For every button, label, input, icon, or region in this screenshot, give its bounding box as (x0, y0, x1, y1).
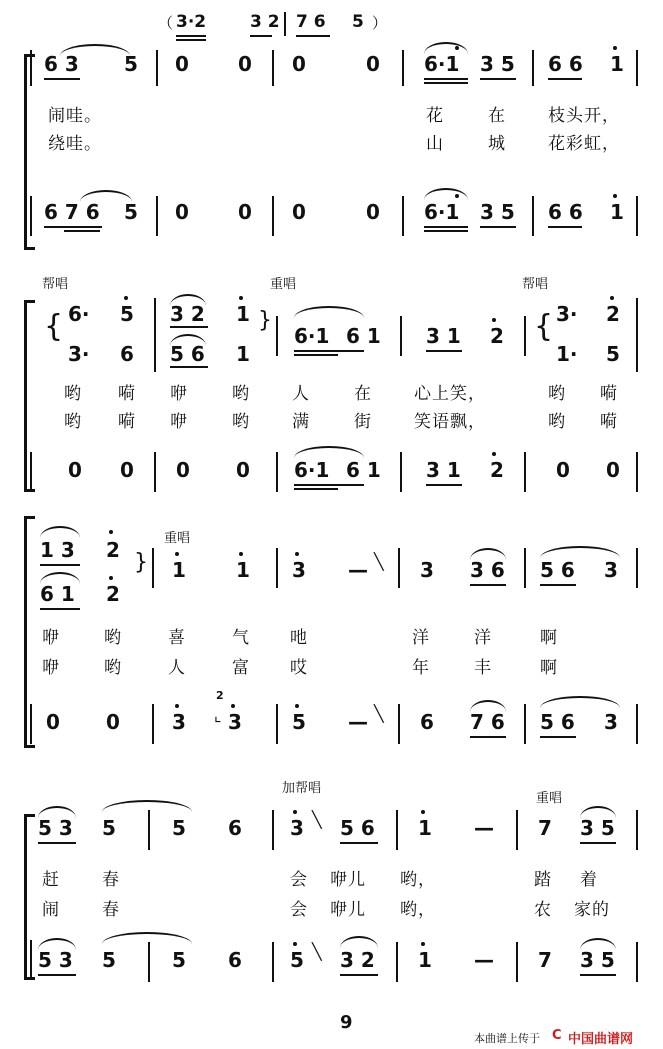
lyric: 咿 (170, 384, 188, 404)
octave-dot (421, 942, 425, 946)
note: 2 (106, 538, 120, 562)
note: 6 (228, 948, 242, 972)
lyric: 啊 (540, 658, 558, 678)
barline (636, 810, 638, 850)
note: 3 2 (340, 948, 375, 972)
note: 3 (228, 710, 242, 734)
barline (524, 548, 526, 588)
lyric: 嗬 (118, 412, 136, 432)
underline (426, 350, 462, 352)
note: 5 (172, 948, 186, 972)
note: 7 (538, 948, 552, 972)
underline (38, 974, 76, 976)
note: 0 (366, 200, 380, 224)
octave-dot (455, 46, 459, 50)
barline (532, 50, 534, 86)
octave-dot (613, 194, 617, 198)
note: 0 (46, 710, 60, 734)
barline (636, 942, 638, 982)
underline (548, 78, 582, 80)
barline (532, 196, 534, 236)
underline (64, 230, 100, 232)
note: 3 6 (470, 558, 505, 582)
slur (60, 44, 130, 56)
barline (276, 452, 278, 492)
lyric: 哟 (104, 628, 122, 648)
barline (524, 316, 526, 356)
underline (176, 35, 206, 37)
note: 3 5 (480, 200, 515, 224)
intro-paren-open: （ (158, 14, 174, 32)
note: 5 (290, 948, 304, 972)
lyric: 哟， (400, 900, 436, 920)
note: 1 (610, 52, 624, 76)
octave-dot (492, 318, 496, 322)
note: 0 (238, 52, 252, 76)
underline (548, 226, 582, 228)
barline (156, 196, 158, 236)
barline (524, 704, 526, 744)
note: 6 1 (40, 582, 75, 606)
note: 0 (175, 52, 189, 76)
barline (272, 942, 274, 982)
barline (30, 196, 32, 236)
underline (296, 35, 330, 37)
slur (38, 806, 76, 818)
lyric: 嗬 (600, 384, 618, 404)
note: 1 (418, 948, 432, 972)
note: 1 (418, 816, 432, 840)
lyric: 哟， (400, 870, 436, 890)
barline (272, 810, 274, 850)
barline (152, 704, 154, 744)
slur (170, 334, 206, 346)
note: 5 (124, 52, 138, 76)
slur (470, 548, 506, 560)
underline (170, 366, 208, 368)
note: — (348, 710, 368, 734)
barline (30, 452, 32, 492)
underline (40, 564, 80, 566)
lyric: 丰 (474, 658, 492, 678)
barline (154, 452, 156, 492)
underline (480, 78, 516, 80)
note: 6·1 (294, 458, 330, 482)
slur (40, 526, 80, 538)
underline (540, 736, 576, 738)
lyric: 哟 (64, 412, 82, 432)
lyric: 闹哇。 (48, 106, 102, 126)
barline (400, 316, 402, 356)
note: 6 (420, 710, 434, 734)
note: 5 3 (38, 948, 73, 972)
tie (102, 800, 192, 812)
barline (636, 452, 638, 492)
note: 1· (556, 342, 578, 366)
note: 3 5 (580, 816, 615, 840)
lyric: 山 (426, 134, 444, 154)
barline (636, 50, 638, 86)
glissando: ╲ (312, 810, 322, 829)
note: 7 6 (470, 710, 505, 734)
note: 0 (176, 458, 190, 482)
barline (148, 942, 150, 982)
lyric: 在 (488, 106, 506, 126)
note: 5 (292, 710, 306, 734)
slur (170, 294, 206, 306)
slur (294, 446, 364, 458)
lyric: 年 (412, 658, 430, 678)
barline (402, 50, 404, 86)
lyric: 哟 (548, 412, 566, 432)
underline (340, 842, 378, 844)
lyric: 嗬 (118, 384, 136, 404)
barline (276, 548, 278, 588)
voice-brace: } (134, 550, 148, 575)
performance-mark: 帮唱 (42, 277, 69, 292)
note: 1 (236, 302, 250, 326)
performance-mark: 帮唱 (522, 277, 549, 292)
lyric: 赶 (42, 870, 60, 890)
barline (636, 298, 638, 372)
octave-dot (293, 810, 297, 814)
lyric: 在 (354, 384, 372, 404)
underline (470, 736, 506, 738)
note: 2 (490, 324, 504, 348)
note: 0 (292, 52, 306, 76)
barline (30, 50, 32, 86)
intro-note: 3 2 (250, 12, 280, 32)
octave-dot (109, 576, 113, 580)
lyric: 枝头开， (548, 106, 620, 126)
lyric: 气 (232, 628, 250, 648)
note: 0 (292, 200, 306, 224)
glissando: ╲ (374, 704, 384, 723)
lyric: 哎 (290, 658, 308, 678)
note: 6·1 (424, 200, 460, 224)
barline (636, 196, 638, 236)
underline (294, 350, 364, 352)
grace-note: 2 (216, 689, 224, 702)
octave-dot (109, 530, 113, 534)
note: 1 (236, 558, 250, 582)
slur (424, 188, 468, 200)
note: 5 (102, 816, 116, 840)
note: 5 (120, 302, 134, 326)
lyric: 绕哇。 (48, 134, 102, 154)
watermark-text: 本曲谱上传于 (474, 1032, 540, 1045)
barline (398, 548, 400, 588)
slur (40, 572, 80, 584)
underline (44, 78, 80, 80)
note: 5 (172, 816, 186, 840)
note: 1 (236, 342, 250, 366)
note: 2 (606, 302, 620, 326)
octave-dot (124, 296, 128, 300)
underline (170, 326, 208, 328)
octave-dot (175, 552, 179, 556)
note: 6·1 (424, 52, 460, 76)
note: 3 5 (480, 52, 515, 76)
underline (294, 488, 338, 490)
lyric: 咿 (170, 412, 188, 432)
octave-dot (239, 296, 243, 300)
note: 7 (538, 816, 552, 840)
lyric: 花 (426, 106, 444, 126)
note: 3· (68, 342, 90, 366)
lyric: 洋 (474, 628, 492, 648)
barline (402, 196, 404, 236)
lyric: 咿 (42, 628, 60, 648)
underline (470, 584, 506, 586)
barline (398, 704, 400, 744)
note: — (474, 816, 494, 840)
note: 6 (120, 342, 134, 366)
barline (272, 196, 274, 236)
underline (44, 226, 102, 228)
watermark-logo-icon: C (552, 1028, 562, 1043)
lyric: 哟 (548, 384, 566, 404)
note: 0 (68, 458, 82, 482)
underline (424, 78, 468, 80)
lyric: 满 (292, 412, 310, 432)
barline (30, 704, 32, 744)
lyric: 笑语飘， (414, 412, 486, 432)
note: 6 6 (548, 200, 583, 224)
octave-dot (613, 46, 617, 50)
note: 6 3 (44, 52, 79, 76)
glissando: ╲ (312, 942, 322, 961)
lyric: 春 (102, 900, 120, 920)
slur (580, 938, 616, 950)
octave-dot (455, 194, 459, 198)
octave-dot (295, 552, 299, 556)
note: 5 (102, 948, 116, 972)
barline (516, 810, 518, 850)
note: 3 (290, 816, 304, 840)
lyric: 城 (488, 134, 506, 154)
lyric: 花彩虹， (548, 134, 620, 154)
underline (38, 842, 76, 844)
slur (38, 938, 76, 950)
octave-dot (293, 942, 297, 946)
note: 5 6 (540, 710, 575, 734)
note: 6 (228, 816, 242, 840)
underline (480, 226, 516, 228)
barline (148, 810, 150, 850)
underline (176, 39, 206, 41)
note: 0 (175, 200, 189, 224)
octave-dot (421, 810, 425, 814)
lyric: 哟 (232, 384, 250, 404)
note: 2 (106, 582, 120, 606)
underline (294, 354, 338, 356)
lyric: 咿儿 (330, 900, 366, 920)
lyric: 咿儿 (330, 870, 366, 890)
note: 0 (556, 458, 570, 482)
note: 6 1 (346, 458, 381, 482)
barline (284, 12, 286, 36)
barline (276, 316, 278, 356)
note: 6·1 (294, 324, 330, 348)
note: 6 1 (346, 324, 381, 348)
performance-mark: 重唱 (536, 791, 563, 806)
barline (636, 548, 638, 588)
underline (424, 82, 468, 84)
note: 6 7 6 (44, 200, 100, 224)
underline (424, 226, 468, 228)
slur (294, 306, 364, 318)
octave-dot (239, 552, 243, 556)
barline (396, 942, 398, 982)
intro-note: 3·2 (176, 12, 207, 32)
octave-dot (610, 296, 614, 300)
barline (276, 704, 278, 744)
note: 6· (68, 302, 90, 326)
note: 3 1 (426, 458, 461, 482)
octave-dot (175, 704, 179, 708)
voice-brace: { (534, 309, 554, 344)
note: 5 6 (170, 342, 205, 366)
slur (540, 696, 620, 708)
voice-brace: { (44, 309, 64, 344)
lyric: 闹 (42, 900, 60, 920)
underline (426, 484, 462, 486)
barline (272, 50, 274, 86)
note: 0 (606, 458, 620, 482)
note: 3 1 (426, 324, 461, 348)
barline (154, 298, 156, 372)
note: 1 3 (40, 538, 75, 562)
lyric: 心上笑， (414, 384, 486, 404)
intro-note: 7 6 (296, 12, 326, 32)
slur (540, 546, 620, 558)
note: 5 6 (540, 558, 575, 582)
barline (152, 548, 154, 588)
lyric: 着 (580, 870, 598, 890)
note: 2 (490, 458, 504, 482)
underline (294, 484, 364, 486)
underline (340, 974, 378, 976)
performance-mark: 加帮唱 (282, 781, 322, 796)
lyric: 人 (168, 658, 186, 678)
intro-paren-close: ） (372, 14, 388, 32)
note: 3 (420, 558, 434, 582)
slur (340, 936, 378, 948)
note: 3 5 (580, 948, 615, 972)
underline (540, 584, 576, 586)
note: — (474, 948, 494, 972)
lyric: 春 (102, 870, 120, 890)
note: — (348, 558, 368, 582)
lyric: 吔 (290, 628, 308, 648)
barline (400, 452, 402, 492)
glissando: ╲ (374, 552, 384, 571)
tie (102, 932, 192, 944)
page-number: 9 (340, 1012, 353, 1033)
octave-dot (231, 704, 235, 708)
lyric: 啊 (540, 628, 558, 648)
lyric: 会 (290, 870, 308, 890)
slur (470, 700, 506, 712)
barline (30, 940, 32, 980)
octave-dot (492, 452, 496, 456)
note: 3 (604, 558, 618, 582)
underline (424, 230, 468, 232)
performance-mark: 重唱 (270, 277, 297, 292)
underline (250, 35, 272, 37)
lyric: 喜 (168, 628, 186, 648)
note: 3 (604, 710, 618, 734)
performance-mark: 重唱 (164, 531, 191, 546)
note: 3 2 (170, 302, 205, 326)
barline (636, 704, 638, 744)
note: 3 (172, 710, 186, 734)
note: 5 (606, 342, 620, 366)
note: 0 (236, 458, 250, 482)
barline (524, 452, 526, 492)
note: 1 (172, 558, 186, 582)
barline (516, 942, 518, 982)
lyric: 咿 (42, 658, 60, 678)
intro-note: 5 (352, 12, 364, 32)
underline (40, 608, 80, 610)
lyric: 会 (290, 900, 308, 920)
watermark-brand: 中国曲谱网 (568, 1032, 634, 1047)
lyric: 哟 (232, 412, 250, 432)
note: 0 (106, 710, 120, 734)
underline (580, 842, 616, 844)
lyric: 嗬 (600, 412, 618, 432)
slur (80, 190, 132, 202)
voice-brace: } (258, 308, 272, 333)
note: 5 3 (38, 816, 73, 840)
note: 0 (366, 52, 380, 76)
underline (580, 974, 616, 976)
slur (424, 42, 468, 54)
lyric: 哟 (104, 658, 122, 678)
lyric: 人 (292, 384, 310, 404)
lyric: 家的 (574, 900, 610, 920)
lyric: 街 (354, 412, 372, 432)
note: 1 (610, 200, 624, 224)
note: 3 (292, 558, 306, 582)
barline (156, 50, 158, 86)
grace-slur: ⌞ (214, 706, 222, 725)
lyric: 农 (534, 900, 552, 920)
note: 0 (120, 458, 134, 482)
lyric: 哟 (64, 384, 82, 404)
lyric: 踏 (534, 870, 552, 890)
note: 5 6 (340, 816, 375, 840)
note: 0 (238, 200, 252, 224)
note: 5 (124, 200, 138, 224)
slur (580, 806, 616, 818)
lyric: 富 (232, 658, 250, 678)
octave-dot (295, 704, 299, 708)
lyric: 洋 (412, 628, 430, 648)
note: 6 6 (548, 52, 583, 76)
barline (396, 810, 398, 850)
note: 3· (556, 302, 578, 326)
